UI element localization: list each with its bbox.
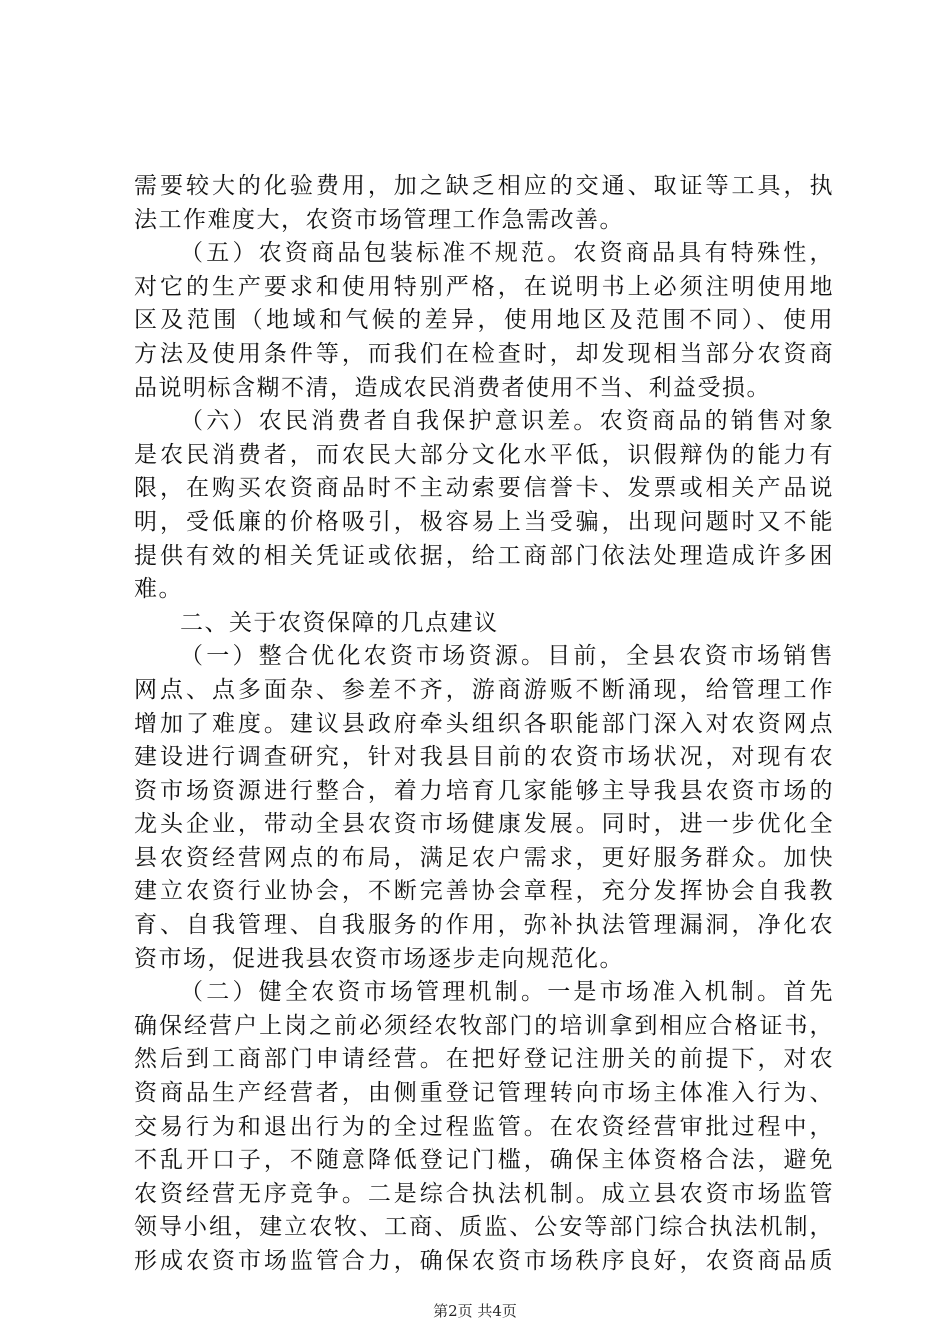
text-line: 龙头企业，带动全县农资市场健康发展。同时，进一步优化全 — [134, 811, 834, 838]
text-line: 资商品生产经营者，由侧重登记管理转向市场主体准入行为、 — [134, 1080, 834, 1107]
text-line: 领导小组，建立农牧、工商、质监、公安等部门综合执法机制， — [134, 1214, 834, 1241]
text-line: 对它的生产要求和使用特别严格，在说明书上必须注明使用地 — [134, 273, 834, 300]
text-line: 增加了难度。建议县政府牵头组织各职能部门深入对农资网点 — [134, 710, 834, 737]
text-line: 明，受低廉的价格吸引，极容易上当受骗，出现问题时又不能 — [134, 508, 834, 535]
text-line: 网点、点多面杂、参差不齐，游商游贩不断涌现，给管理工作 — [134, 676, 834, 703]
text-line: 县农资经营网点的布局，满足农户需求，更好服务群众。加快 — [134, 844, 834, 871]
text-line: （二）健全农资市场管理机制。一是市场准入机制。首先 — [180, 979, 834, 1006]
text-line: 提供有效的相关凭证或依据，给工商部门依法处理造成许多困 — [134, 542, 834, 569]
text-line: 资市场资源进行整合，着力培育几家能够主导我县农资市场的 — [134, 777, 834, 804]
text-line: 建设进行调查研究，针对我县目前的农资市场状况，对现有农 — [134, 744, 834, 771]
text-line: 农资经营无序竞争。二是综合执法机制。成立县农资市场监管 — [134, 1180, 834, 1207]
text-line: 二、关于农资保障的几点建议 — [180, 609, 499, 636]
text-line: 需要较大的化验费用，加之缺乏相应的交通、取证等工具，执 — [134, 173, 834, 199]
text-line: 形成农资市场监管合力，确保农资市场秩序良好，农资商品质 — [134, 1248, 834, 1274]
text-line: （六）农民消费者自我保护意识差。农资商品的销售对象 — [180, 408, 834, 435]
text-line: （一）整合优化农资市场资源。目前，全县农资市场销售 — [180, 643, 834, 670]
text-line: 育、自我管理、自我服务的作用，弥补执法管理漏洞，净化农 — [134, 912, 834, 939]
document-body — [134, 170, 834, 1279]
text-line: 限，在购买农资商品时不主动索要信誉卡、发票或相关产品说 — [134, 475, 834, 502]
text-line: 方法及使用条件等，而我们在检查时，却发现相当部分农资商 — [134, 340, 834, 367]
text-line: （五）农资商品包装标准不规范。农资商品具有特殊性， — [180, 240, 834, 267]
text-line: 资市场，促进我县农资市场逐步走向规范化。 — [134, 945, 624, 972]
text-line: 品说明标含糊不清，造成农民消费者使用不当、利益受损。 — [134, 374, 771, 401]
text-line: 不乱开口子，不随意降低登记门槛，确保主体资格合法，避免 — [134, 1147, 834, 1174]
text-line: 然后到工商部门申请经营。在把好登记注册关的前提下，对农 — [134, 1046, 834, 1073]
text-line: 确保经营户上岗之前必须经农牧部门的培训拿到相应合格证书， — [134, 1012, 834, 1039]
text-line: 难。 — [134, 576, 183, 603]
text-line: 是农民消费者，而农民大部分文化水平低，识假辩伪的能力有 — [134, 441, 834, 468]
text-line: 法工作难度大，农资市场管理工作急需改善。 — [134, 206, 624, 233]
text-line: 建立农资行业协会，不断完善协会章程，充分发挥协会自我教 — [134, 878, 834, 905]
page-footer: 第2页 共4页 — [433, 1302, 517, 1320]
text-line: 交易行为和退出行为的全过程监管。在农资经营审批过程中， — [134, 1113, 834, 1140]
text-line: 区及范围（地域和气候的差异，使用地区及范围不同）、使用 — [134, 307, 834, 334]
